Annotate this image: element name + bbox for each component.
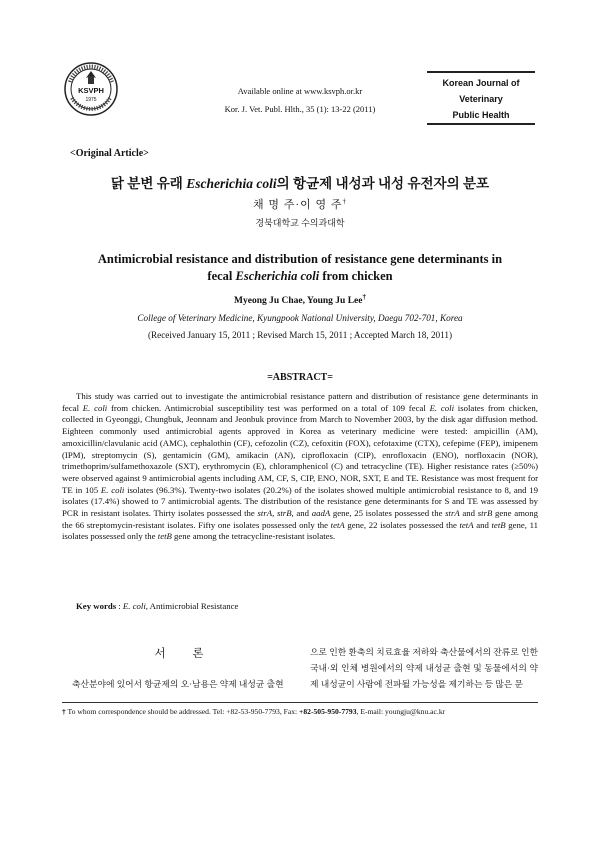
abstract-text: This study was carried out to investigate the antimicrobial resistance pattern and distribution of resistance gene determinants in fecal E. coli from chicken. Antimicrobial susceptibility test was performed on a total of 109 fecal E. coli isolates from chicken, collected in Gyeonggi, Chungbuk, Jeonnam and Jeonbuk province from March to November 2003, by the disk agar diffusion method. Eighteen commonly used antimicrobial agents approved in Korea as veterinary medicine were tested: ampicillin (AM), amoxicillin/clavulanic acid (AMC), cephalothin (CF), cefozolin (CZ), cefoxitin (FOX), cefotaxime (CTX), cefepime (FEP), imipenem (IPM), streptomycin (S), gentamicin (GM), amikacin (AN), ciprofloxacin (CIP), enrofloxacin (ENO), norfloxacin (NOR), trimethoprim/sulfamethoxazole (SXT), erythromycin (E), chloramphenicol (C) and tetracycline (TE). Higher resistance rates (≥50%) were observed against 9 antimicrobial agents including AM, CF, S, CIP, ENO, NOR, SXT, E and TE. Resistance was most frequent for TE in 105 E. coli isolates (96.3%). Twenty-two isolates (20.2%) of the isolates showed multiple antimicrobial resistance to 8, and 19 isolates (17.4%) showed to 7 antimicrobial agents. The distribution of the resistance gene determinants for S and TE was assessed by PCR in resistant isolates. Thirty isolates possessed the strA, strB, and aadA gene, 25 isolates possessed the strA and strB gene among the 66 streptomycin-resistant isolates. Fifty one isolates possessed only the tetA gene, 22 isolates possessed the tetA and tetB gene, 11 isolates possessed only the tetB gene among the tetracycline-resistant isolates. bbox=[62, 391, 539, 542]
korean-affiliation: 경북대학교 수의과대학 bbox=[255, 218, 345, 228]
footnote-fax: +82-505-950-7793 bbox=[299, 707, 357, 716]
journal-line-2: Veterinary bbox=[459, 94, 503, 104]
english-title-species: Escherichia coli bbox=[235, 269, 320, 283]
introduction-heading: 서 론 bbox=[154, 648, 216, 660]
english-corresponding-mark: † bbox=[362, 293, 366, 301]
introduction-right-column: 으로 인한 환축의 치료효율 저하와 축산물에서의 잔류로 인한 국내·외 인체 병원에서의 약제 내성균 출현 및 동물에서의 약제 내성균이 사람에 전파될 가능성을 제기하는 등 많은 문 bbox=[310, 647, 538, 689]
received-dates: (Received January 15, 2011 ; Revised March 15, 2011 ; Accepted March 18, 2011) bbox=[147, 330, 453, 340]
abstract-heading: =ABSTRACT= bbox=[267, 372, 333, 383]
journal-line-1: Korean Journal of bbox=[442, 78, 520, 88]
english-affiliation: College of Veterinary Medicine, Kyungpook National University, Daegu 702-701, Korea bbox=[137, 313, 463, 323]
article-type: <Original Article> bbox=[70, 148, 149, 159]
available-online: Available online at www.ksvph.or.kr bbox=[237, 86, 363, 96]
footnote-divider bbox=[62, 702, 538, 703]
english-title-suffix: from chicken bbox=[319, 269, 393, 283]
journal-citation: Kor. J. Vet. Publ. Hlth., 35 (1): 13-22 (2011) bbox=[224, 104, 376, 114]
journal-name-box bbox=[427, 71, 535, 125]
logo-year: 1975 bbox=[85, 97, 97, 103]
introduction-left-column: 축산분야에 있어서 항균제의 오·남용은 약제 내성균 출현 bbox=[72, 679, 284, 689]
english-authors bbox=[150, 293, 450, 306]
keyword-rest: , Antimicrobial Resistance bbox=[145, 601, 239, 611]
english-title-line-1: Antimicrobial resistance and distribution of resistance gene determinants in bbox=[97, 252, 503, 266]
korean-author-names: 채 명 주·이 영 주 bbox=[253, 199, 343, 211]
footnote-text: To whom correspondence should be addressed. Tel: +82-53-950-7793, Fax: bbox=[65, 707, 300, 716]
journal-line-3: Public Health bbox=[452, 110, 510, 120]
keyword-ecoli: E. coli bbox=[122, 601, 146, 611]
korean-title-suffix: 의 항균제 내성과 내성 유전자의 분포 bbox=[276, 176, 490, 191]
keywords-separator: : bbox=[116, 601, 123, 611]
footnote-email: , E-mail: youngju@knu.ac.kr bbox=[356, 707, 446, 716]
english-title-prefix: fecal bbox=[207, 269, 236, 283]
english-author-names: Myeong Ju Chae, Young Ju Lee bbox=[234, 296, 363, 307]
korean-authors bbox=[200, 196, 400, 212]
keywords bbox=[76, 601, 238, 611]
society-seal-logo bbox=[64, 62, 118, 116]
english-title bbox=[60, 251, 540, 285]
correspondence-footnote bbox=[62, 707, 542, 716]
korean-title-prefix: 닭 분변 유래 bbox=[110, 176, 187, 191]
korean-title bbox=[60, 172, 540, 192]
english-title-line-2 bbox=[60, 268, 540, 285]
footnote-dagger: † bbox=[62, 707, 66, 716]
korean-corresponding-mark: † bbox=[342, 197, 347, 206]
logo-text: KSVPH bbox=[78, 86, 104, 95]
korean-title-species: Escherichia coli bbox=[186, 176, 277, 191]
keywords-label: Key words bbox=[76, 601, 117, 611]
